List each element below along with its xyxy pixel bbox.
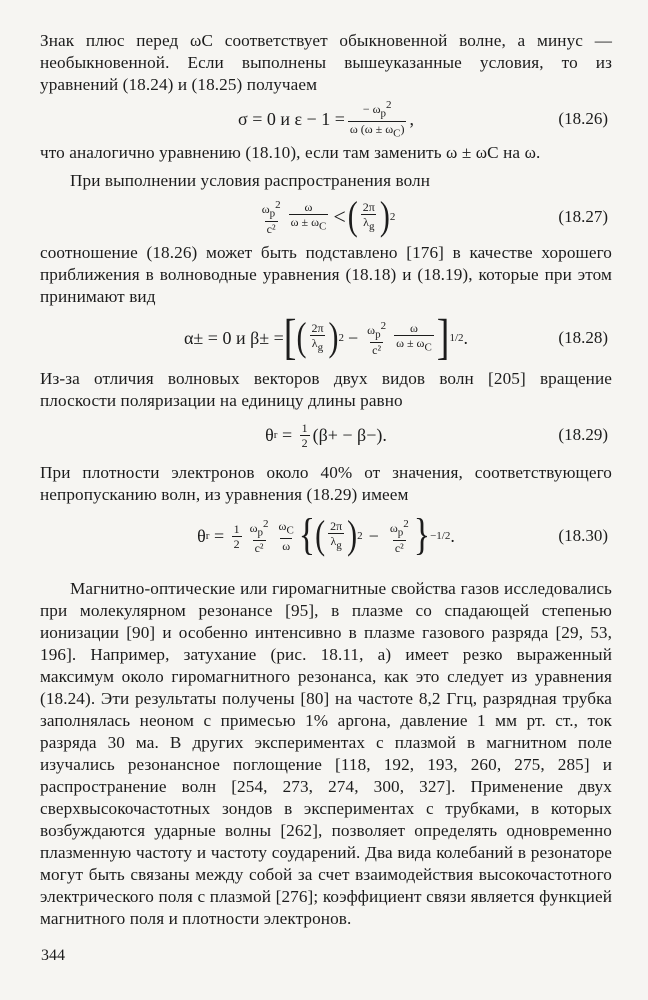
eq1-lhs: σ = 0 и ε − 1 = <box>238 108 345 129</box>
eq5-f4-den: c² <box>394 540 404 555</box>
eq5-equals: = <box>209 525 229 546</box>
eq2-close-paren: ) <box>379 194 390 239</box>
paragraph-2: что аналогично уравнению (18.10), если там заменить ω ± ωC на ω. <box>40 143 541 162</box>
eq5-pow2: 2 <box>357 530 363 542</box>
eq5-f1-den: c² <box>254 540 264 555</box>
eq1-number: (18.26) <box>558 109 608 128</box>
eq1-den: ω (ω ± ω <box>349 121 394 136</box>
eq5-f1-num: ω <box>249 521 258 536</box>
eq3-open-bracket: [ <box>283 310 297 366</box>
eq5-frac-1 <box>248 517 271 554</box>
eq2-f1-sup: 2 <box>275 199 281 212</box>
eq2-f3-den-sub: g <box>368 220 375 233</box>
eq5-half <box>232 522 242 551</box>
eq5-close-paren: ) <box>347 513 358 558</box>
eq5-f2-num-sub: C <box>286 524 294 537</box>
eq3-frac-1 <box>309 321 325 354</box>
eq3-frac-2 <box>365 319 388 356</box>
eq4-half-num: 1 <box>301 420 308 435</box>
eq3-f1-den: λ <box>311 336 318 351</box>
eq5-frac-3 <box>328 519 344 552</box>
eq5-half-num: 1 <box>233 521 240 536</box>
eq5-f4-sup: 2 <box>403 518 409 531</box>
eq3-f3-num: ω <box>409 321 418 336</box>
paragraph-6: При плотности электронов около 40% от значения, соответствующего непропусканию волн, из уравнения (18.29) имеем <box>40 463 612 504</box>
eq5-f1-sup: 2 <box>263 518 269 531</box>
eq2-f2-den: ω ± ω <box>290 215 319 230</box>
eq5-lhs: θ <box>197 525 206 546</box>
eq5-frac-2 <box>277 519 296 552</box>
eq2-f3-den: λ <box>363 215 369 230</box>
equation-18-30 <box>40 506 612 566</box>
eq5-f4-num: ω <box>389 521 398 536</box>
eq1-den-sub: C <box>393 126 401 139</box>
eq3-tail: . <box>463 327 469 348</box>
eq5-open-brace: { <box>298 511 316 560</box>
equation-18-29 <box>40 412 612 458</box>
eq2-power: 2 <box>389 210 396 223</box>
eq3-f3-den-sub: C <box>424 341 432 354</box>
eq5-f4-sub: p <box>397 526 404 539</box>
eq2-f2-num: ω <box>304 200 313 215</box>
eq3-f2-sub: p <box>375 328 381 341</box>
eq2-frac-2 <box>289 200 329 233</box>
eq3-minus: − <box>348 327 359 348</box>
paragraph-5: Из-за отличия волновых векторов двух видов волн [205] вращение плоскости поляризации на единицу длины равно <box>40 369 612 410</box>
eq2-f1-num: ω <box>261 202 270 217</box>
eq3-close-paren: ) <box>328 315 339 360</box>
eq1-fraction <box>348 98 407 140</box>
eq3-f1-den-sub: g <box>317 341 324 354</box>
eq5-half-den: 2 <box>233 536 240 551</box>
eq3-outer-power: 1/2 <box>449 332 464 344</box>
eq5-f1-sub: p <box>257 526 264 539</box>
eq2-frac-1 <box>260 198 283 235</box>
eq4-equals: = <box>277 424 297 445</box>
eq5-outer-power: −1/2 <box>430 530 451 542</box>
eq5-f2-den: ω <box>282 538 291 553</box>
eq2-f1-den: c² <box>266 221 276 236</box>
eq2-open-paren: ( <box>347 194 358 239</box>
eq3-close-bracket: ] <box>436 310 450 366</box>
eq2-number: (18.27) <box>558 207 608 226</box>
eq3-frac-3 <box>394 321 434 354</box>
paragraph-3: При выполнении условия распространения волн <box>70 171 431 190</box>
eq1-den-tail: ) <box>400 121 405 136</box>
page-content <box>40 30 612 930</box>
eq5-f3-num: 2π <box>330 519 343 534</box>
eq1-num: − ω <box>362 102 381 117</box>
eq5-number: (18.30) <box>558 526 608 545</box>
eq3-lhs: α± = 0 и β± = <box>183 327 284 348</box>
eq3-f3-den: ω ± ω <box>396 336 425 351</box>
eq4-lhs-sub: r <box>273 429 278 441</box>
eq3-open-paren: ( <box>296 315 307 360</box>
page-number: 344 <box>41 947 65 964</box>
eq5-f3-den: λ <box>330 534 337 549</box>
eq4-half-den: 2 <box>301 435 308 450</box>
equation-18-26 <box>40 96 612 142</box>
eq1-num-sup: 2 <box>386 99 392 112</box>
eq5-close-brace: } <box>413 511 431 560</box>
eq3-pow2: 2 <box>338 332 344 344</box>
eq2-frac-3 <box>361 200 377 233</box>
eq3-f2-num: ω <box>367 323 376 338</box>
eq5-lhs-sub: r <box>205 530 210 542</box>
eq3-f2-sup: 2 <box>380 320 387 333</box>
eq2-f2-den-sub: C <box>318 220 327 233</box>
paragraph-7: Магнитно-оптические или гиромагнитные свойства газов исследовались при молекулярном резонансе [95], в плазме со спадающей степенью ионизации [90] и особенно интенсивно в плазме газового разряда [29, 53, 196]. Например, затухание (рис. 18.11, а) имеет резко выраженный максимум около гиромагнитного резонанса, как это следует из уравнения (18.24). Эти результаты получены [80] на частоте 8,2 Ггц, разрядная трубка заполнялась неоном с примесью 1% аргона, давление 1 мм рт. ст., ток разряда 30 ма. В других экспериментах с плазмой в магнитном поле изучались резонансное поглощение [118, 192, 193, 260, 275, 285] и распространение волн [254, 273, 274, 300, 327]. Применение двух сверхвысокочастотных зондов в экспериментах с трубками, в которых возбуждаются ударные волны [262], позволяет определять одновременно плазменную частоту и частоту соударений. Два вида колебаний в резонаторе могут быть связаны между собой за счет взаимодействия высокочастотного электрического поля с плазмой [276]; коэффициент связи является функцией магнитного поля и плотности электронов. <box>40 579 612 928</box>
eq5-minus: − <box>368 525 379 546</box>
paragraph-1: Знак плюс перед ωC соответствует обыкновенной волне, а минус — необыкновенной. Если выполнены вышеуказанные условия, то из уравнений (18.24) и (18.25) получаем <box>40 31 612 94</box>
eq1-num-sub: p <box>380 107 386 120</box>
eq5-tail: . <box>450 525 455 546</box>
eq5-f3-den-sub: g <box>336 539 342 552</box>
equation-18-28 <box>40 308 612 368</box>
eq3-f1-num: 2π <box>311 321 324 336</box>
eq2-f1-sub: p <box>269 207 276 220</box>
eq5-frac-4 <box>388 517 411 554</box>
eq4-half <box>300 421 310 450</box>
eq2-relation: < <box>333 203 346 229</box>
eq4-number: (18.29) <box>558 425 608 444</box>
paragraph-4: соотношение (18.26) может быть подставлено [176] в качестве хорошего приближения в волноводные уравнения (18.18) и (18.19), которые при этом принимают вид <box>40 243 612 306</box>
eq1-tail: , <box>409 108 414 129</box>
eq4-lhs: θ <box>265 424 274 445</box>
equation-18-27 <box>40 192 612 242</box>
eq5-open-paren: ( <box>315 513 326 558</box>
eq2-f3-num: 2π <box>362 200 375 215</box>
eq3-f2-den: c² <box>372 342 382 357</box>
eq4-rest: (β+ − β−). <box>312 424 387 445</box>
eq3-number: (18.28) <box>558 328 608 347</box>
eq5-f2-num: ω <box>278 519 287 534</box>
